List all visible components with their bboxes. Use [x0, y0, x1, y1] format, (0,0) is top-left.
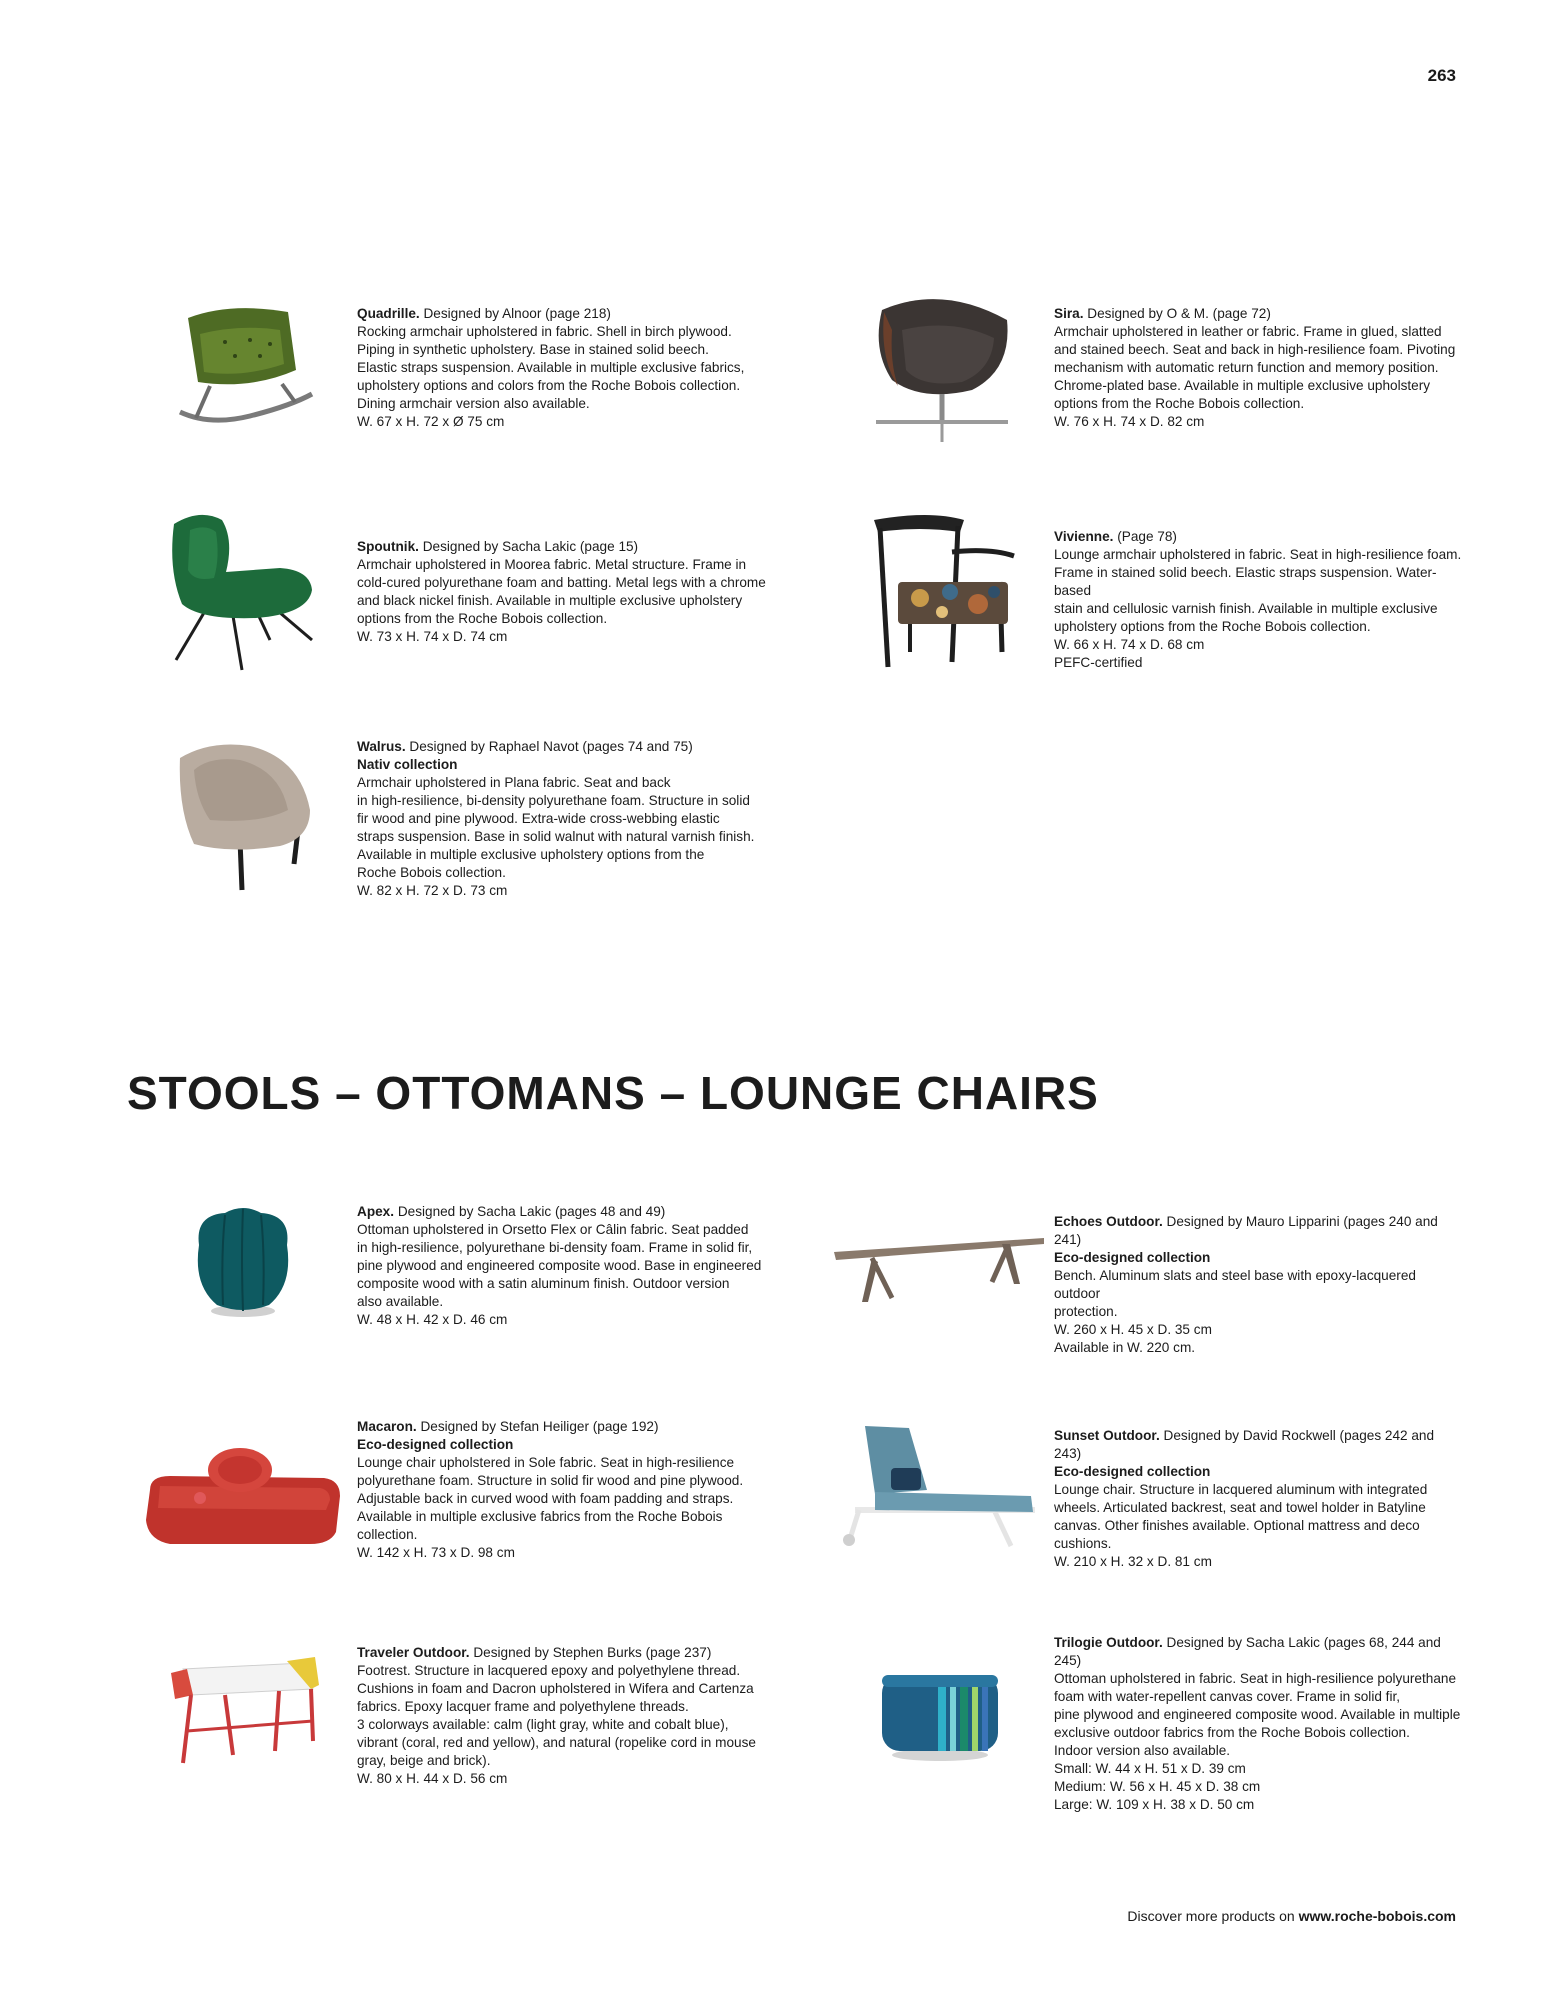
echoes-bench-image — [832, 1232, 1047, 1307]
product-sunset-outdoor — [1054, 1427, 1464, 1571]
product-line: Available in multiple exclusive fabrics from the Roche Bobois — [357, 1509, 723, 1524]
product-line: Ottoman upholstered in fabric. Seat in high-resilience polyurethane — [1054, 1671, 1457, 1686]
product-line: fir wood and pine plywood. Extra-wide cross-webbing elastic — [357, 811, 720, 826]
product-line: Lounge armchair upholstered in fabric. Seat in high-resilience foam. — [1054, 547, 1462, 562]
footer — [1127, 1908, 1456, 1924]
product-line: protection. — [1054, 1304, 1118, 1319]
product-spoutnik — [357, 538, 767, 646]
product-line: Armchair upholstered in Plana fabric. Seat and back — [357, 775, 671, 790]
product-line: Rocking armchair upholstered in fabric. Shell in birch plywood. — [357, 324, 732, 339]
product-line: straps suspension. Base in solid walnut with natural varnish finish. — [357, 829, 755, 844]
product-apex — [357, 1203, 767, 1329]
product-line: Ottoman upholstered in Orsetto Flex or Câlin fabric. Seat padded — [357, 1222, 749, 1237]
product-line: Armchair upholstered in Moorea fabric. Metal structure. Frame in — [357, 557, 747, 572]
product-name: Spoutnik. — [357, 539, 419, 554]
product-dimensions: W. 48 x H. 42 x D. 46 cm — [357, 1312, 508, 1327]
product-line: collection. — [357, 1527, 418, 1542]
sira-chair-image — [862, 290, 1022, 450]
vivienne-chair-image — [870, 512, 1020, 672]
trilogie-ottoman-image — [878, 1665, 1003, 1765]
product-line: Frame in stained solid beech. Elastic straps suspension. Water-based — [1054, 565, 1437, 598]
product-name: Echoes Outdoor. — [1054, 1214, 1163, 1229]
product-designer: Designed by Stephen Burks (page 237) — [473, 1645, 712, 1660]
product-collection: Eco-designed collection — [1054, 1250, 1211, 1265]
apex-ottoman-image — [185, 1205, 300, 1320]
product-designer: Designed by Mauro Lipparini (pages 240 and 241) — [1054, 1214, 1438, 1247]
product-line: pine plywood and engineered composite wood. Base in engineered — [357, 1258, 762, 1273]
traveler-footrest-image — [163, 1655, 323, 1770]
product-trilogie-outdoor — [1054, 1634, 1464, 1814]
product-macaron — [357, 1418, 767, 1562]
product-certification: PEFC-certified — [1054, 655, 1143, 670]
quadrille-chair-image — [170, 300, 320, 430]
footer-text: Discover more products on — [1127, 1908, 1295, 1924]
product-line: wheels. Articulated backrest, seat and towel holder in Batyline — [1054, 1500, 1426, 1515]
product-designer: Designed by Alnoor (page 218) — [423, 306, 611, 321]
product-line: in high-resilience, bi-density polyurethane foam. Structure in solid — [357, 793, 750, 808]
product-dimensions: W. 260 x H. 45 x D. 35 cm — [1054, 1322, 1212, 1337]
product-line: and black nickel finish. Available in multiple exclusive upholstery — [357, 593, 743, 608]
product-line: gray, beige and brick). — [357, 1753, 491, 1768]
product-line: cold-cured polyurethane foam and batting. Metal legs with a chrome — [357, 575, 766, 590]
product-line: Dining armchair version also available. — [357, 396, 590, 411]
product-traveler-outdoor — [357, 1644, 767, 1788]
product-collection: Eco-designed collection — [357, 1437, 514, 1452]
product-line: Available in multiple exclusive upholstery options from the — [357, 847, 705, 862]
product-collection: Nativ collection — [357, 757, 458, 772]
product-line: foam with water-repellent canvas cover. Frame in solid fir, — [1054, 1689, 1401, 1704]
website-link[interactable]: www.roche-bobois.com — [1298, 1908, 1456, 1924]
product-line: Piping in synthetic upholstery. Base in stained solid beech. — [357, 342, 709, 357]
product-designer: Designed by David Rockwell (pages 242 and 243) — [1054, 1428, 1435, 1461]
macaron-chair-image — [140, 1440, 345, 1550]
product-line: upholstery options and colors from the Roche Bobois collection. — [357, 378, 741, 393]
product-line: upholstery options from the Roche Bobois collection. — [1054, 619, 1371, 634]
product-line: options from the Roche Bobois collection. — [1054, 396, 1305, 411]
product-name: Apex. — [357, 1204, 395, 1219]
product-name: Macaron. — [357, 1419, 417, 1434]
product-line: exclusive outdoor fabrics from the Roche Bobois collection. — [1054, 1725, 1410, 1740]
product-line: Chrome-plated base. Available in multiple exclusive upholstery — [1054, 378, 1431, 393]
product-dimensions: W. 67 x H. 72 x Ø 75 cm — [357, 414, 505, 429]
product-designer: Designed by Raphael Navot (pages 74 and 75) — [409, 739, 693, 754]
product-line: stain and cellulosic varnish finish. Available in multiple exclusive — [1054, 601, 1438, 616]
product-designer: Designed by Sacha Lakic (pages 68, 244 and 245) — [1054, 1635, 1441, 1668]
product-line: vibrant (coral, red and yellow), and natural (ropelike cord in mouse — [357, 1735, 756, 1750]
product-designer: Designed by Stefan Heiliger (page 192) — [420, 1419, 659, 1434]
product-line: polyurethane foam. Structure in solid fir wood and pine plywood. — [357, 1473, 744, 1488]
product-dimensions: W. 66 x H. 74 x D. 68 cm — [1054, 637, 1205, 652]
product-line: Lounge chair. Structure in lacquered aluminum with integrated — [1054, 1482, 1428, 1497]
product-dimensions: Medium: W. 56 x H. 45 x D. 38 cm — [1054, 1779, 1261, 1794]
product-dimensions: W. 210 x H. 32 x D. 81 cm — [1054, 1554, 1212, 1569]
product-line: cushions. — [1054, 1536, 1112, 1551]
product-line: in high-resilience, polyurethane bi-density foam. Frame in solid fir, — [357, 1240, 753, 1255]
product-collection: Eco-designed collection — [1054, 1464, 1211, 1479]
product-name: Vivienne. — [1054, 529, 1114, 544]
product-line: Bench. Aluminum slats and steel base with epoxy-lacquered outdoor — [1054, 1268, 1416, 1301]
product-name: Sunset Outdoor. — [1054, 1428, 1160, 1443]
product-line: Footrest. Structure in lacquered epoxy and polyethylene thread. — [357, 1663, 741, 1678]
product-line: mechanism with automatic return function and memory position. — [1054, 360, 1439, 375]
product-line: Armchair upholstered in leather or fabric. Frame in glued, slatted — [1054, 324, 1442, 339]
product-vivienne — [1054, 528, 1464, 672]
product-line: pine plywood and engineered composite wood. Available in multiple — [1054, 1707, 1461, 1722]
product-line: Indoor version also available. — [1054, 1743, 1231, 1758]
product-line: Roche Bobois collection. — [357, 865, 506, 880]
product-dimensions: W. 80 x H. 44 x D. 56 cm — [357, 1771, 508, 1786]
product-line: canvas. Other finishes available. Optional mattress and deco — [1054, 1518, 1420, 1533]
section-title: STOOLS – OTTOMANS – LOUNGE CHAIRS — [127, 1067, 1099, 1119]
product-name: Quadrille. — [357, 306, 420, 321]
product-line: fabrics. Epoxy lacquer frame and polyethylene threads. — [357, 1699, 689, 1714]
spoutnik-chair-image — [160, 510, 325, 675]
product-designer: Designed by O & M. (page 72) — [1087, 306, 1271, 321]
product-walrus — [357, 738, 767, 900]
walrus-chair-image — [170, 740, 320, 900]
sunset-lounge-chair-image — [835, 1420, 1045, 1550]
product-line: Lounge chair upholstered in Sole fabric. Seat in high-resilience — [357, 1455, 735, 1470]
product-name: Trilogie Outdoor. — [1054, 1635, 1163, 1650]
product-designer: Designed by Sacha Lakic (page 15) — [422, 539, 639, 554]
product-dimensions: W. 82 x H. 72 x D. 73 cm — [357, 883, 508, 898]
product-designer: Designed by Sacha Lakic (pages 48 and 49) — [397, 1204, 666, 1219]
product-dimensions: Small: W. 44 x H. 51 x D. 39 cm — [1054, 1761, 1246, 1776]
product-line: composite wood with a satin aluminum finish. Outdoor version — [357, 1276, 730, 1291]
product-sira — [1054, 305, 1464, 431]
product-name: Walrus. — [357, 739, 406, 754]
product-line: also available. — [357, 1294, 444, 1309]
product-line: 3 colorways available: calm (light gray, white and cobalt blue), — [357, 1717, 729, 1732]
product-dimensions: W. 76 x H. 74 x D. 82 cm — [1054, 414, 1205, 429]
product-line: options from the Roche Bobois collection. — [357, 611, 608, 626]
product-dimensions: W. 73 x H. 74 x D. 74 cm — [357, 629, 508, 644]
product-name: Traveler Outdoor. — [357, 1645, 470, 1660]
product-line: Cushions in foam and Dacron upholstered in Wifera and Cartenza — [357, 1681, 754, 1696]
product-line: and stained beech. Seat and back in high-resilience foam. Pivoting — [1054, 342, 1456, 357]
page-number: 263 — [1427, 66, 1456, 85]
product-line: Adjustable back in curved wood with foam padding and straps. — [357, 1491, 734, 1506]
product-echoes-outdoor — [1054, 1213, 1464, 1357]
product-line: Available in W. 220 cm. — [1054, 1340, 1196, 1355]
product-line: Elastic straps suspension. Available in multiple exclusive fabrics, — [357, 360, 745, 375]
product-name: Sira. — [1054, 306, 1084, 321]
product-quadrille — [357, 305, 767, 431]
product-designer: (Page 78) — [1117, 529, 1177, 544]
product-dimensions: Large: W. 109 x H. 38 x D. 50 cm — [1054, 1797, 1255, 1812]
product-dimensions: W. 142 x H. 73 x D. 98 cm — [357, 1545, 515, 1560]
